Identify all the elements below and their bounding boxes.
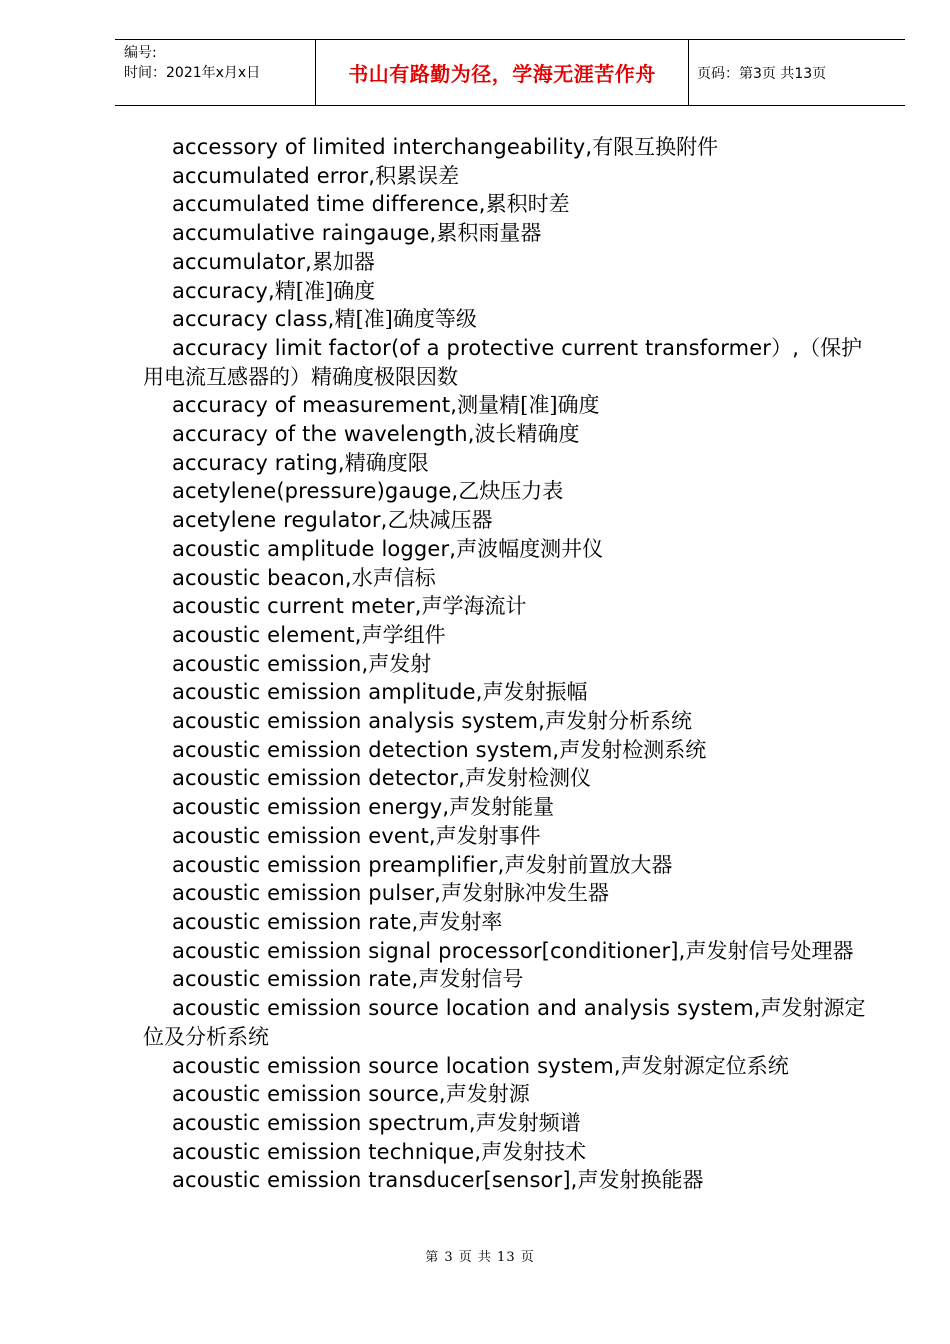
entry-chinese-translation: 累加器 — [311, 249, 375, 274]
entry-english-term: acoustic beacon, — [172, 565, 352, 590]
glossary-entry — [143, 879, 883, 908]
glossary-entry — [143, 707, 883, 736]
glossary-entry — [143, 678, 883, 707]
glossary-entry — [143, 1138, 883, 1167]
entry-english-term: acoustic emission detector, — [172, 766, 465, 791]
motto-text: 书山有路勤为径，学海无涯苦作舟 — [348, 62, 656, 86]
entry-english-term: acoustic emission source location system, — [172, 1053, 621, 1078]
entry-english-term: acoustic emission energy, — [172, 795, 450, 820]
entry-chinese-translation: 水声信标 — [351, 565, 436, 590]
entry-english-term: acoustic emission event, — [172, 823, 436, 848]
entry-english-term: accuracy, — [172, 278, 275, 303]
entry-chinese-translation: 测量精[准]确度 — [457, 393, 600, 418]
header-motto — [315, 40, 689, 105]
entry-english-term: accuracy of measurement, — [172, 393, 458, 418]
entry-english-term: accumulative raingauge, — [172, 221, 437, 246]
glossary-entry — [143, 793, 883, 822]
glossary-entry — [143, 477, 883, 506]
glossary-entry — [143, 621, 883, 650]
glossary-entry — [143, 133, 883, 162]
entry-chinese-translation: 声学海流计 — [421, 594, 527, 619]
entry-chinese-translation: 声发射源定位系统 — [620, 1053, 789, 1078]
entry-english-term: accumulator, — [172, 249, 312, 274]
entry-english-term: accumulated error, — [172, 163, 376, 188]
entry-chinese-translation: 累积雨量器 — [436, 221, 542, 246]
entry-chinese-translation: 声发射事件 — [435, 823, 541, 848]
entry-english-term: acoustic emission source location and analysis system, — [172, 996, 761, 1021]
glossary-entry — [143, 190, 883, 219]
entry-english-term: accessory of limited interchangeability, — [172, 135, 593, 159]
entry-english-term: accuracy of the wavelength, — [172, 422, 475, 447]
entry-english-term: acoustic emission source, — [172, 1082, 446, 1107]
glossary-entry — [143, 420, 883, 449]
entry-english-term: acoustic emission preamplifier, — [172, 852, 505, 877]
glossary-entry — [143, 908, 883, 937]
entry-chinese-translation: 累积时差 — [485, 192, 570, 217]
entry-chinese-translation: 声发射频谱 — [475, 1110, 581, 1135]
glossary-list — [143, 133, 883, 1195]
entry-english-term: acoustic emission, — [172, 651, 369, 676]
glossary-entry — [143, 937, 883, 966]
glossary-entry — [143, 1109, 883, 1138]
glossary-entry — [143, 822, 883, 851]
entry-chinese-translation: 声波幅度测井仪 — [456, 536, 604, 561]
entry-chinese-translation: 声发射能量 — [449, 795, 555, 820]
glossary-entry — [143, 248, 883, 277]
header-meta — [115, 40, 315, 105]
glossary-entry — [143, 305, 883, 334]
entry-chinese-translation: 声发射前置放大器 — [504, 852, 673, 877]
entry-english-term: acoustic element, — [172, 622, 362, 647]
entry-english-term: acoustic emission detection system, — [172, 737, 560, 762]
page-header — [115, 39, 905, 106]
glossary-entry — [143, 162, 883, 191]
entry-chinese-translation: 声发射检测仪 — [464, 766, 591, 791]
glossary-entry — [143, 277, 883, 306]
entry-english-term: accuracy limit factor(of a protective current transformer）, — [172, 335, 800, 360]
entry-english-term: acoustic emission spectrum, — [172, 1110, 476, 1135]
entry-chinese-translation: 声发射信号处理器 — [685, 938, 854, 963]
entry-chinese-translation: 有限互换附件 — [592, 135, 719, 159]
entry-chinese-translation: 乙炔减压器 — [387, 508, 493, 533]
glossary-entry — [143, 965, 883, 994]
page-footer — [0, 1246, 950, 1265]
glossary-entry — [143, 1052, 883, 1081]
entry-english-term: acoustic emission technique, — [172, 1139, 482, 1164]
glossary-entry — [143, 851, 883, 880]
entry-chinese-translation: 声发射信号 — [418, 967, 524, 992]
entry-chinese-translation: 声学组件 — [361, 622, 446, 647]
entry-english-term: acetylene(pressure)gauge, — [172, 479, 459, 504]
header-page-info — [689, 40, 905, 105]
glossary-entry — [143, 391, 883, 420]
entry-chinese-translation: 精确度限 — [344, 450, 429, 475]
entry-english-term: acoustic emission amplitude, — [172, 680, 483, 705]
document-number-label: 编号: — [124, 45, 157, 61]
page-number-label: 页码：第3页 共13页 — [697, 65, 827, 82]
glossary-entry — [143, 334, 883, 391]
entry-chinese-translation: 声发射检测系统 — [559, 737, 707, 762]
entry-chinese-translation: 声发射振幅 — [482, 680, 588, 705]
entry-chinese-translation: 声发射分析系统 — [544, 709, 692, 734]
glossary-entry — [143, 994, 883, 1051]
entry-english-term: acoustic amplitude logger, — [172, 536, 457, 561]
entry-chinese-translation: 声发射 — [368, 651, 432, 676]
entry-chinese-translation: 声发射源定位及分析系统 — [143, 996, 866, 1049]
entry-english-term: acoustic emission rate, — [172, 967, 419, 992]
entry-english-term: accuracy rating, — [172, 450, 345, 475]
entry-english-term: acoustic emission pulser, — [172, 881, 441, 906]
glossary-entry — [143, 650, 883, 679]
glossary-entry — [143, 449, 883, 478]
entry-chinese-translation: 积累误差 — [375, 163, 460, 188]
glossary-entry — [143, 535, 883, 564]
entry-english-term: acoustic emission analysis system, — [172, 709, 545, 734]
entry-chinese-translation: 波长精确度 — [474, 422, 580, 447]
entry-english-term: acoustic current meter, — [172, 594, 422, 619]
entry-english-term: acoustic emission transducer[sensor], — [172, 1168, 578, 1193]
entry-chinese-translation: 声发射脉冲发生器 — [440, 881, 609, 906]
entry-english-term: accuracy class, — [172, 307, 335, 332]
glossary-entry — [143, 506, 883, 535]
glossary-entry — [143, 1080, 883, 1109]
footer-page-number: 第 3 页 共 13 页 — [425, 1250, 535, 1265]
entry-chinese-translation: 声发射技术 — [481, 1139, 587, 1164]
glossary-entry — [143, 592, 883, 621]
glossary-entry — [143, 1166, 883, 1195]
entry-english-term: acoustic emission rate, — [172, 909, 419, 934]
entry-chinese-translation: 乙炔压力表 — [458, 479, 564, 504]
entry-chinese-translation: 精[准]确度等级 — [334, 307, 477, 332]
entry-english-term: acetylene regulator, — [172, 508, 388, 533]
glossary-entry — [143, 764, 883, 793]
entry-english-term: acoustic emission signal processor[conditioner], — [172, 938, 686, 963]
entry-chinese-translation: 声发射率 — [418, 909, 503, 934]
entry-english-term: accumulated time difference, — [172, 192, 486, 217]
glossary-entry — [143, 219, 883, 248]
entry-chinese-translation: （保护用电流互感器的）精确度极限因数 — [143, 335, 863, 389]
glossary-entry — [143, 564, 883, 593]
glossary-entry — [143, 736, 883, 765]
entry-chinese-translation: 声发射源 — [445, 1082, 530, 1107]
document-time-label: 时间：2021年x月x日 — [124, 65, 261, 81]
entry-chinese-translation: 精[准]确度 — [274, 278, 376, 303]
entry-chinese-translation: 声发射换能器 — [577, 1168, 704, 1193]
